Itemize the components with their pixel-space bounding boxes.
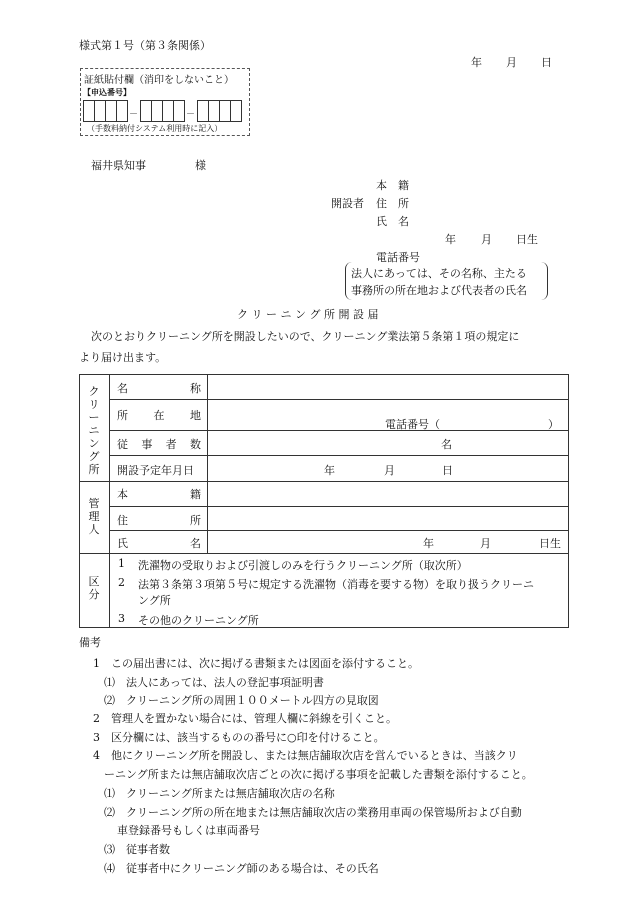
- date-year-label: 年: [471, 56, 482, 69]
- applicant-birth-day: 日生: [516, 233, 538, 246]
- location-phone-label: 電話番号（: [385, 418, 440, 431]
- addressee-honorific: 様: [195, 159, 206, 172]
- corporate-note-bracket: [345, 262, 548, 300]
- application-table: [79, 374, 569, 628]
- remark-4-line-2: ーニング所または無店舗取次店ごとの次に掲げる事項を記載した書類を添付すること。: [104, 768, 533, 781]
- corporate-note-line-1: 法人にあっては、その名称、主たる: [351, 267, 527, 280]
- category-2-text-2: ング所: [138, 594, 171, 607]
- manager-name-label: 氏 名: [117, 537, 201, 550]
- open-date-year: 年: [324, 464, 335, 477]
- remark-4-item-1: ⑴ クリーニング所または無店舗取次店の名称: [104, 787, 335, 800]
- intro-line-2: より届け出ます。: [79, 351, 167, 364]
- open-date-month: 月: [384, 464, 395, 477]
- name-field[interactable]: [208, 376, 567, 399]
- section-manager-label: 管 理 人: [88, 497, 100, 536]
- open-date-label: 開設予定年月日: [117, 464, 194, 477]
- remark-4-item-2-line-1: ⑵ クリーニング所の所在地または無店舗取次店の業務用車両の保管場所および自動: [104, 806, 522, 819]
- remark-1: 1 この届出書には、次に掲げる書類または図面を添付すること。: [93, 657, 419, 670]
- app-number-group-2[interactable]: [141, 100, 185, 122]
- manager-name-field[interactable]: [208, 531, 567, 553]
- intro-line-1: 次のとおりクリーニング所を開設したいので、クリーニング業法第５条第１項の規定に: [91, 330, 520, 343]
- app-number-dash-1: －: [129, 110, 139, 120]
- open-date-day: 日: [442, 464, 453, 477]
- staff-count-label: 従 事 者 数: [117, 438, 201, 451]
- app-number-dash-2: －: [186, 110, 196, 120]
- stamp-title: 証紙貼付欄（消印をしないこと）: [84, 75, 234, 86]
- document-title: ク リ ー ニ ン グ 所 開 設 届: [237, 308, 379, 321]
- addressee-name: 福井県知事: [91, 159, 146, 172]
- category-3-number[interactable]: 3: [118, 612, 125, 625]
- form-title: 様式第１号（第３条関係）: [79, 39, 211, 52]
- manager-address-field[interactable]: [208, 507, 567, 530]
- category-1-text: 洗濯物の受取りおよび引渡しのみを行うクリーニング所（取次所）: [138, 559, 468, 572]
- remark-4-item-4: ⑷ 従事者中にクリーニング師のある場合は、その氏名: [104, 862, 379, 875]
- applicant-honseki-label: 本 籍: [376, 179, 409, 192]
- name-row-label: 名 称: [117, 382, 201, 395]
- applicant-address-label: 住 所: [376, 197, 409, 210]
- date-month-label: 月: [506, 56, 517, 69]
- category-3-text: その他のクリーニング所: [138, 614, 259, 627]
- remark-4-item-3: ⑶ 従事者数: [104, 843, 170, 856]
- application-number-label: 【申込番号】: [83, 87, 131, 97]
- location-row-label: 所 在 地: [117, 409, 201, 422]
- remark-1-item-1: ⑴ 法人にあっては、法人の登記事項証明書: [104, 676, 324, 689]
- corporate-note-line-2: 事務所の所在地および代表者の氏名: [351, 284, 527, 297]
- manager-honseki-field[interactable]: [208, 482, 567, 506]
- staff-count-field[interactable]: [208, 431, 567, 455]
- remarks-heading: 備考: [79, 636, 101, 649]
- section-cleaning-place-label: ク リ ー ニ ン グ 所: [88, 385, 100, 476]
- remark-1-item-2: ⑵ クリーニング所の周囲１００メートル四方の見取図: [104, 694, 379, 707]
- applicant-role-label: 開設者: [331, 197, 364, 210]
- applicant-name-label: 氏 名: [376, 215, 409, 228]
- remark-4-item-2-line-2: 車登録番号もしくは車両番号: [117, 824, 260, 837]
- section-category-label: 区 分: [88, 575, 100, 601]
- app-number-group-1[interactable]: [84, 100, 128, 122]
- applicant-birth-month: 月: [481, 233, 492, 246]
- applicant-phone-label: 電話番号: [376, 251, 420, 264]
- date-day-label: 日: [541, 56, 552, 69]
- manager-birth-year: 年: [423, 537, 434, 550]
- remark-3: 3 区分欄には、該当するものの番号に○印を付けること。: [93, 731, 385, 744]
- remark-4-line-1: 4 他にクリーニング所を開設し、または無店舗取次店を営んでいるときは、当該クリ: [93, 749, 518, 762]
- category-2-text-1: 法第３条第３項第５号に規定する洗濯物（消毒を要する物）を取り扱うクリーニ: [138, 578, 534, 591]
- category-2-number[interactable]: 2: [118, 576, 125, 589]
- revenue-stamp-box: [80, 68, 250, 136]
- location-phone-close: ）: [548, 418, 559, 431]
- stamp-note: （手数料納付システム利用時に記入）: [87, 124, 223, 133]
- manager-honseki-label: 本 籍: [117, 488, 201, 501]
- applicant-birth-year: 年: [445, 233, 456, 246]
- manager-address-label: 住 所: [117, 514, 201, 527]
- manager-birth-month: 月: [480, 537, 491, 550]
- manager-birth-day: 日生: [539, 537, 561, 550]
- staff-count-unit: 名: [441, 438, 452, 451]
- remark-2: 2 管理人を置かない場合には、管理人欄に斜線を引くこと。: [93, 712, 397, 725]
- category-1-number[interactable]: 1: [118, 557, 125, 570]
- app-number-group-3[interactable]: [198, 100, 242, 122]
